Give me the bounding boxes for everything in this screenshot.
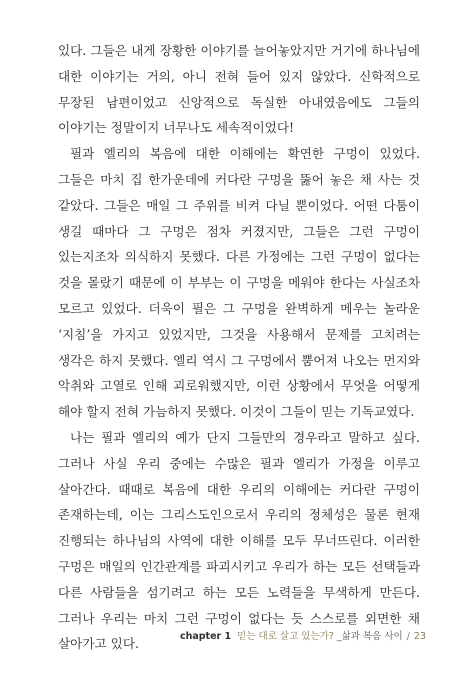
- footer-section: _삶과 복음 사이: [336, 631, 403, 642]
- footer-chapter: chapter 1: [179, 631, 232, 642]
- footer-book-title: 믿는 대로 살고 있는가?: [237, 631, 334, 642]
- paragraph-continuation: 있다. 그들은 내게 장황한 이야기를 늘어놓았지만 거기에 하나님에 대한 이야기는 거의, 아니 전혀 들어 있지 않았다. 신학적으로 무장된 남편이었고 신앙적으로 독실한 아내였음에도 그들의 이야기는 정말이지 너무나도 세속적이었다!: [58, 43, 420, 136]
- footer-separator: /: [406, 631, 410, 642]
- paragraph-phil-ellie-gap: 필과 엘리의 복음에 대한 이해에는 확연한 구멍이 있었다. 그들은 마치 집 한가운데에 커다란 구멍을 뚫어 놓은 채 사는 것 같았다. 그들은 매일 그 주위를 비켜 다닐 뿐이었다. 어떤 다툼이 생길 때마다 그 구멍은 점차 커졌지만, 그들은 그런 구멍이 있는지조차 의식하지 못했다. 다른 가정에는 그런 구멍이 없다는 것을 몰랐기 때문에 이 부부는 이 구멍을 메워야 한다는 사실조차 모르고 있었다. 더욱이 필은 그 구멍을 완벽하게 메우는 놀라운 ‘지침’을 가지고 있었지만, 그것을 사용해서 문제를 고치려는 생각은 하지 못했다. 엘리 역시 그 구멍에서 뿜어져 나오는 먼지와 악취와 고열로 인해 괴로워했지만, 이런 상황에서 무엇을 어떻게 해야 할지 전혀 가늠하지 못했다. 이것이 그들이 믿는 기독교였다.: [58, 146, 420, 420]
- page-number: 23: [413, 631, 426, 642]
- paragraph-many-couples: 나는 필과 엘리의 예가 단지 그들만의 경우라고 말하고 싶다. 그러나 사실 우리 중에는 수많은 필과 엘리가 가정을 이루고 살아간다. 때때로 복음에 대한 우리의 이해에는 커다란 구멍이 존재하는데, 이는 그리스도인으로서 우리의 정체성은 물론 현재 진행되는 하나님의 사역에 대한 이해를 모두 무너뜨린다. 이러한 구멍은 매일의 인간관계를 파괴시키고 우리가 하는 모든 선택들과 다른 사람들을 섬기려고 하는 모든 노력들을 무색하게 만든다. 그러나 우리는 마치 그런 구멍이 없다는 듯 스스로를 외면한 채 살아가고 있다.: [58, 429, 420, 652]
- body-text: [58, 38, 420, 657]
- running-footer: [180, 628, 426, 642]
